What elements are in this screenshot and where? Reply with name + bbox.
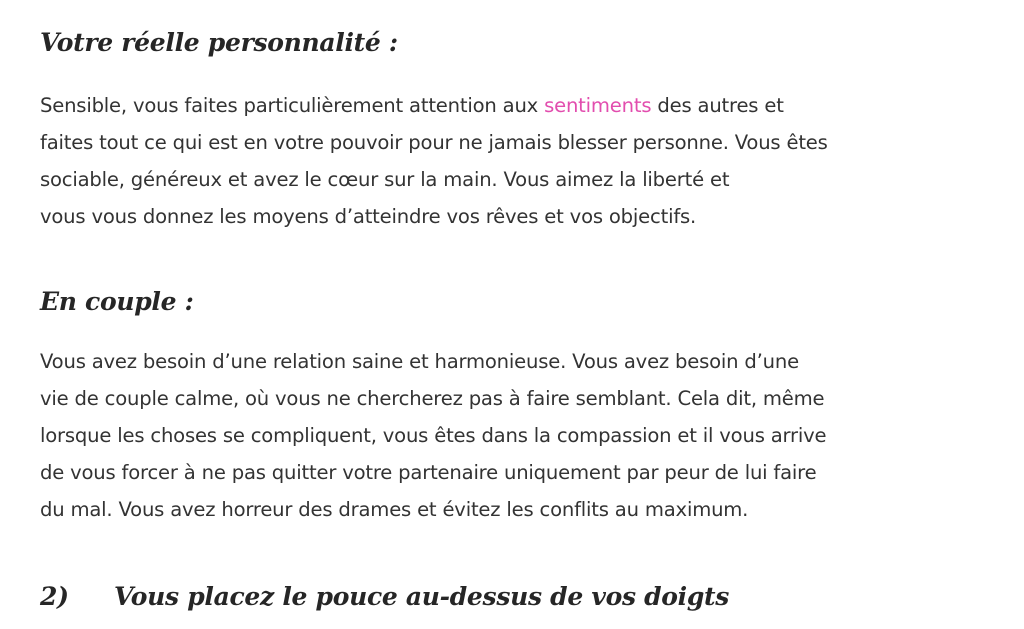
paragraph-line xyxy=(40,87,828,124)
paragraph-line: lorsque les choses se compliquent, vous êtes dans la compassion et il vous arrive xyxy=(40,424,827,447)
paragraph-line: faites tout ce qui est en votre pouvoir pour ne jamais blesser personne. Vous êtes xyxy=(40,131,828,154)
paragraph-line: Vous avez besoin d’une relation saine et harmonieuse. Vous avez besoin d’une xyxy=(40,350,799,373)
section-title: Vous placez le pouce au-dessus de vos doigts xyxy=(114,582,730,611)
paragraph-line: vous vous donnez les moyens d’atteindre vos rêves et vos objectifs. xyxy=(40,205,697,228)
paragraph-line: sociable, généreux et avez le cœur sur la main. Vous aimez la liberté et xyxy=(40,168,730,191)
paragraph-line: vie de couple calme, où vous ne chercherez pas à faire semblant. Cela dit, même xyxy=(40,387,825,410)
paragraph-line: du mal. Vous avez horreur des drames et évitez les conflits au maximum. xyxy=(40,498,749,521)
sentiments-link[interactable]: sentiments xyxy=(544,94,652,117)
section-number: 2) xyxy=(40,582,69,611)
section-heading-couple: En couple : xyxy=(40,287,194,316)
section-heading-personality: Votre réelle personnalité : xyxy=(40,28,398,57)
couple-paragraph xyxy=(40,343,826,528)
text-fragment: des autres et xyxy=(651,94,784,117)
paragraph-line: de vous forcer à ne pas quitter votre partenaire uniquement par peur de lui faire xyxy=(40,461,817,484)
text-fragment: Sensible, vous faites particulièrement attention aux xyxy=(40,94,545,117)
personality-paragraph xyxy=(40,87,828,235)
next-section-heading xyxy=(40,582,729,611)
